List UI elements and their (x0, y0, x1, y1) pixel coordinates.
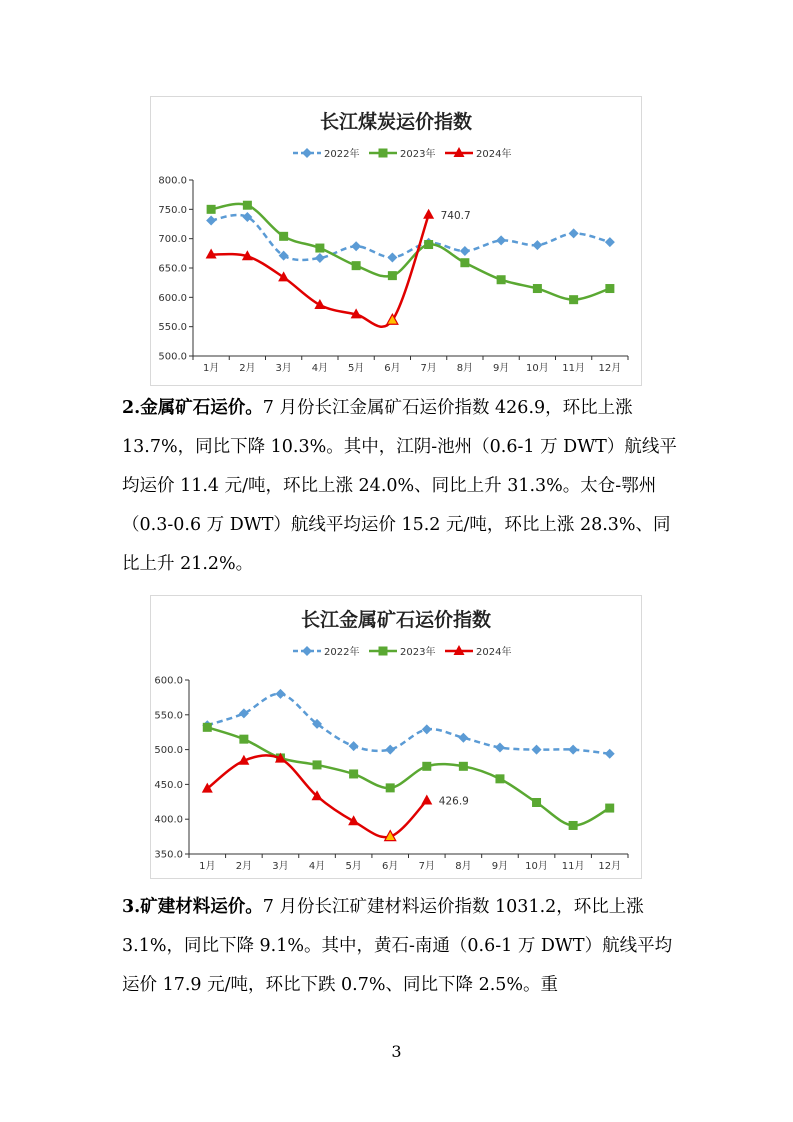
chart0-title: 长江煤炭运价指数 (319, 111, 473, 133)
chart1-point-s1-0 (203, 723, 212, 732)
chart1-xtick-label-0: 1月 (199, 861, 216, 872)
chart0-xtick-label-1: 2月 (239, 363, 256, 374)
chart0-point-s0-7 (460, 246, 470, 256)
chart1-xtick-label-4: 5月 (345, 861, 362, 872)
chart0-point-s1-8 (497, 275, 506, 284)
chart1-xtick-label-9: 10月 (525, 861, 548, 872)
chart1-point-s0-7 (458, 733, 468, 743)
chart0-xtick-label-2: 3月 (275, 363, 292, 374)
chart0-point-s1-11 (605, 284, 614, 293)
chart0-xtick-label-6: 7月 (420, 363, 437, 374)
chart0-point-s1-7 (460, 258, 469, 267)
chart0-data-label: 740.7 (440, 209, 471, 222)
chart0-xtick-label-0: 1月 (202, 363, 220, 374)
chart1-point-s2-6 (421, 794, 432, 804)
chart1-point-s0-11 (605, 749, 615, 759)
chart0-xtick-label-5: 6月 (384, 363, 401, 374)
chart1-point-s1-3 (313, 760, 322, 769)
chart1-point-s1-7 (459, 762, 468, 771)
chart1-point-s0-8 (495, 743, 505, 753)
chart1-ytick-label-4: 400.0 (154, 814, 183, 826)
chart1-point-s0-6 (422, 724, 432, 734)
chart1-ytick-label-2: 500.0 (154, 745, 183, 757)
chart0-legend-label-1: 2023年 (400, 149, 436, 160)
chart0-legend-label-0: 2022年 (324, 149, 360, 160)
metal-ore-freight-index-chart (150, 595, 642, 879)
chart1-xtick-label-5: 6月 (382, 861, 399, 872)
chart0-point-s1-5 (388, 271, 397, 280)
chart1-xtick-label-10: 11月 (561, 861, 585, 872)
page-number: 3 (391, 1042, 402, 1061)
chart0-point-s1-10 (569, 295, 578, 304)
chart1-xtick-label-2: 3月 (272, 861, 289, 872)
chart1-point-s0-9 (532, 745, 542, 755)
chart1-point-s0-1 (239, 708, 249, 718)
chart0-point-s1-4 (352, 261, 361, 270)
chart0-xtick-label-3: 4月 (311, 363, 329, 374)
chart0-ytick-label-4: 600.0 (158, 292, 187, 304)
chart1-legend-label-0: 2022年 (324, 647, 360, 658)
chart0-point-s1-1 (243, 201, 252, 210)
chart1-ytick-label-1: 550.0 (154, 710, 183, 722)
chart0-ytick-label-0: 800.0 (158, 175, 187, 187)
chart0-legend-marker-0 (302, 148, 312, 158)
chart1-title: 长江金属矿石运价指数 (300, 609, 492, 631)
chart1-point-s1-8 (495, 774, 504, 783)
chart1-xtick-label-3: 4月 (308, 861, 326, 872)
chart0-ytick-label-3: 650.0 (158, 263, 187, 275)
chart0-xtick-label-8: 9月 (492, 363, 510, 374)
chart0-point-s2-2 (278, 271, 289, 281)
chart0-point-s0-4 (351, 241, 361, 251)
chart0-legend-marker-1 (379, 149, 388, 158)
metal-chart-svg (151, 596, 641, 878)
chart1-series-line-0 (207, 694, 609, 754)
chart0-point-s0-5 (387, 252, 397, 262)
chart1-ytick-label-0: 600.0 (154, 675, 183, 687)
paragraph-metal-ore (122, 389, 682, 584)
chart1-point-s0-5 (385, 745, 395, 755)
chart0-ytick-label-6: 500.0 (158, 351, 187, 363)
chart1-point-s1-9 (532, 798, 541, 807)
chart1-xtick-label-11: 12月 (598, 861, 622, 872)
chart0-point-s1-9 (533, 284, 542, 293)
chart0-ytick-label-2: 700.0 (158, 234, 187, 246)
chart0-ytick-label-5: 550.0 (158, 322, 187, 334)
chart0-point-s0-0 (206, 215, 216, 225)
chart0-point-s1-6 (424, 240, 433, 249)
chart1-ytick-label-5: 350.0 (154, 849, 183, 861)
chart1-point-s1-5 (386, 783, 395, 792)
chart0-ytick-label-1: 750.0 (158, 204, 187, 216)
chart0-xtick-label-10: 11月 (562, 363, 585, 374)
chart0-point-s0-9 (532, 240, 542, 250)
chart0-point-s1-0 (207, 205, 216, 214)
chart0-point-s0-3 (315, 253, 325, 263)
chart0-series-line-1 (211, 204, 610, 300)
chart0-xtick-label-9: 10月 (526, 363, 549, 374)
chart0-point-s0-11 (605, 237, 615, 247)
chart0-point-s1-2 (279, 232, 288, 241)
chart0-xtick-label-11: 12月 (598, 363, 622, 374)
paragraph-metal-ore-text: 7 月份长江金属矿石运价指数 426.9，环比上涨 13.7%，同比下降 10.3%。其中，江阴-池州（0.6-1 万 DWT）航线平均运价 11.4 元/吨，环比上涨 24.0%、同比上升 31.3%。太仓-鄂州（0.3-0.6 万 DWT）航线平均运价 15.2 元/吨，环比上涨 28.3%、同比上升 21.2%。 (122, 398, 677, 574)
chart0-xtick-label-7: 8月 (456, 363, 474, 374)
chart1-point-s0-4 (349, 741, 359, 751)
chart1-xtick-label-1: 2月 (235, 861, 253, 872)
paragraph-construction-text: 7 月份长江矿建材料运价指数 1031.2，环比上涨 3.1%，同比下降 9.1%。其中，黄石-南通（0.6-1 万 DWT）航线平均运价 17.9 元/吨，环比下跌 0.7%、同比下降 2.5%。重 (122, 897, 673, 995)
paragraph-construction-material (122, 888, 682, 1005)
chart0-point-s2-6 (423, 209, 434, 219)
chart1-legend-marker-0 (302, 646, 312, 656)
chart0-point-s0-10 (569, 228, 579, 238)
chart1-point-s1-11 (605, 804, 614, 813)
chart1-xtick-label-7: 8月 (455, 861, 472, 872)
chart1-series-line-1 (207, 727, 609, 825)
chart0-legend-label-2: 2024年 (476, 149, 512, 160)
chart1-ytick-label-3: 450.0 (154, 779, 183, 791)
chart1-point-s1-1 (239, 735, 248, 744)
chart1-legend-marker-1 (379, 647, 388, 656)
coal-freight-index-chart (150, 96, 642, 386)
chart1-point-s0-2 (275, 689, 285, 699)
chart1-point-s1-4 (349, 769, 358, 778)
chart1-legend-label-2: 2024年 (476, 647, 512, 658)
chart0-series-line-2 (211, 215, 429, 327)
chart1-point-s1-6 (422, 762, 431, 771)
chart0-point-s0-8 (496, 235, 506, 245)
chart1-legend-label-1: 2023年 (400, 647, 436, 658)
chart0-xtick-label-4: 5月 (347, 363, 365, 374)
chart0-series-line-0 (211, 215, 610, 260)
coal-chart-svg (151, 97, 641, 385)
chart1-xtick-label-6: 7月 (418, 861, 435, 872)
paragraph-metal-ore-lead: 2.金属矿石运价。 (122, 398, 263, 418)
chart1-point-s0-10 (568, 745, 578, 755)
chart1-xtick-label-8: 9月 (491, 861, 509, 872)
chart1-point-s1-10 (569, 821, 578, 830)
chart0-point-s1-3 (315, 244, 324, 253)
chart1-data-label: 426.9 (438, 795, 469, 808)
paragraph-construction-lead: 3.矿建材料运价。 (122, 897, 263, 917)
